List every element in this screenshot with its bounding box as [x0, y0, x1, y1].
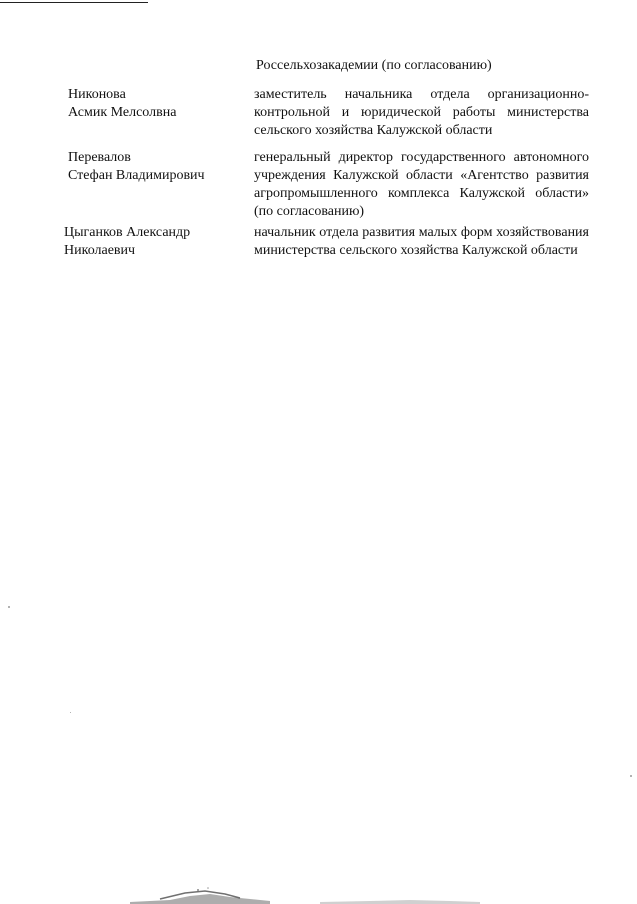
member-name-line: Асмик Мелсолвна	[68, 105, 177, 120]
position-line: (по согласованию)	[254, 204, 365, 219]
scan-speck	[630, 775, 632, 777]
position-line: генеральный директор государственного автономного	[254, 150, 589, 165]
member-position	[254, 86, 589, 140]
position-line: контрольной и юридической работы министерства	[254, 105, 589, 120]
position-line: сельского хозяйства Калужской области	[254, 123, 493, 138]
position-line: учреждения Калужской области «Агентство развития	[254, 168, 589, 183]
continuation-text: Россельхозакадемии (по согласованию)	[256, 58, 492, 73]
member-name-line: Перевалов	[68, 150, 131, 165]
member-name-line: Николаевич	[64, 243, 136, 258]
scan-smudge	[130, 884, 270, 904]
position-line: заместитель начальника отдела организационно-	[254, 87, 589, 102]
member-name	[68, 86, 176, 122]
position-line: министерства сельского хозяйства Калужской области	[254, 243, 578, 258]
member-name	[68, 149, 205, 185]
position-line: начальник отдела развития малых форм хозяйствования	[254, 225, 589, 240]
member-name-line: Стефан Владимирович	[68, 168, 205, 183]
member-name-line: Цыганков Александр	[64, 225, 191, 240]
scan-speck	[8, 606, 10, 608]
position-line: агропромышленного комплекса Калужской области»	[254, 186, 589, 201]
scan-speck	[70, 712, 71, 713]
scan-smudge	[320, 890, 480, 904]
member-position	[254, 224, 589, 260]
member-name-line: Никонова	[68, 87, 126, 102]
top-rule	[0, 2, 148, 3]
member-position	[254, 149, 589, 221]
member-name	[64, 224, 190, 260]
